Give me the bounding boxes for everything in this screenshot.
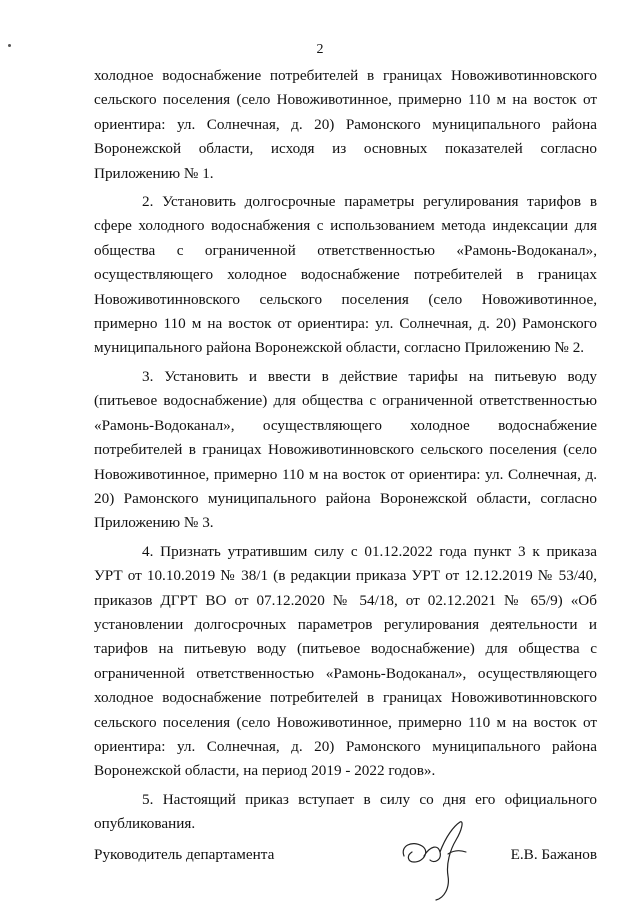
signatory-title: Руководитель департамента	[94, 846, 275, 863]
page-number: 2	[316, 42, 324, 57]
paragraph-1: холодное водоснабжение потребителей в границах Новоживотинновского сельского поселения (село Новоживотинное, примерно 110 м на восток от ориентира: ул. Солнечная, д. 20) Рамонского муниципального района Воронежской области, исходя из основных показателей согласно Приложению № 1.	[94, 67, 597, 182]
paragraph-3: 3. Установить и ввести в действие тарифы на питьевую воду (питьевое водоснабжение) для общества с ограниченной ответственностью «Рамонь-Водоканал», осуществляющего холодное водоснабжение потребителей в границах Новоживотинновского сельского поселения (село Новоживотинное, примерно 110 м на восток от ориентира: ул. Солнечная, д. 20) Рамонского муниципального района Воронежской области, согласно Приложению № 3.	[94, 367, 597, 532]
signatory-name: Е.В. Бажанов	[510, 846, 597, 863]
document-body	[94, 64, 597, 841]
paragraph-5: 5. Настоящий приказ вступает в силу со дня его официального опубликования.	[94, 790, 597, 833]
paragraph-4: 4. Признать утратившим силу с 01.12.2022 года пункт 3 к приказа УРТ от 10.10.2019 № 38/1 (в редакции приказа УРТ от 12.12.2019 № 53/40, приказов ДГРТ ВО от 07.12.2020 № 54/18, от 02.12.2021 № 65/9) «Об установлении долгосрочных параметров регулирования деятельности и тарифов на питьевую воду (питьевое водоснабжение) для общества с ограниченной ответственностью «Рамонь-Водоканал», осуществляющего холодное водоснабжение потребителей в границах Новоживотинновского сельского поселения (село Новоживотинное, примерно 110 м на восток от ориентира: ул. Солнечная, д. 20) Рамонского муниципального района Воронежской области, на период 2019 - 2022 годов».	[94, 542, 597, 780]
paragraph-2: 2. Установить долгосрочные параметры регулирования тарифов в сфере холодного водоснабжения с использованием метода индексации для общества с ограниченной ответственностью «Рамонь-Водоканал», осуществляющего холодное водоснабжение потребителей в границах Новоживотинновского сельского поселения (село Новоживотинное, примерно 110 м на восток от ориентира: ул. Солнечная, д. 20) Рамонского муниципального района Воронежской области, согласно Приложению № 2.	[94, 193, 597, 357]
signature-block	[94, 846, 597, 876]
handwritten-signature	[394, 816, 484, 906]
